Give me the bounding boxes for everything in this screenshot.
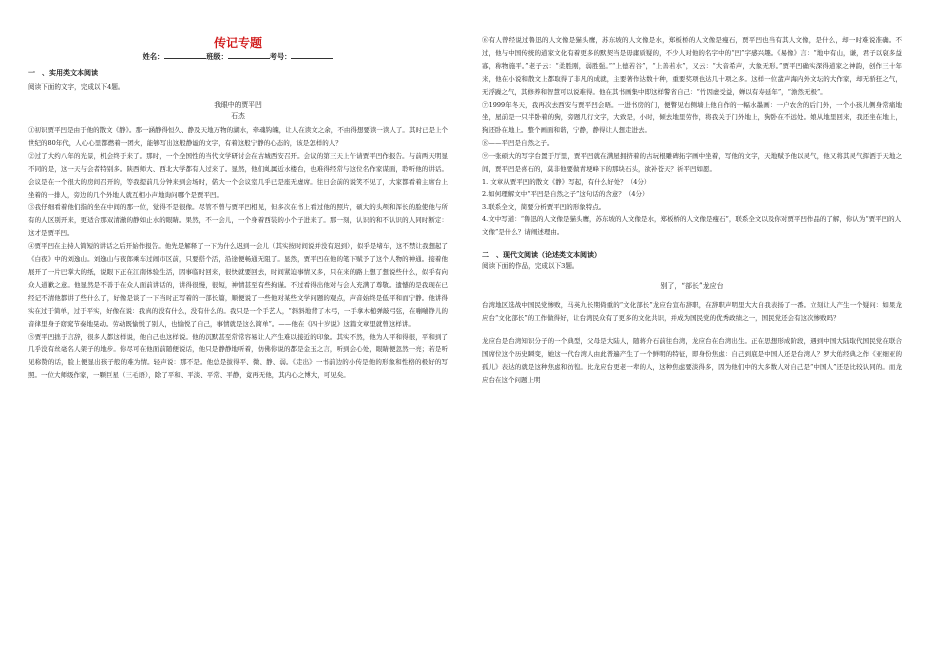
question: 4.文中写道：“鲁迅的人文像是猫头鹰，苏东坡的人文像是水，郑板桥的人文像是瘦石”，联系全文以及你对贾平凹作品的了解，你认为“贾平凹的人文像”是什么？请阐述理由。	[482, 215, 902, 236]
paragraph: 龙应台是台湾知识分子的一个典型，父母是大陆人，随蒋介石前往台湾，龙应台在台湾出生。正在思想形成阶段，遇到中国大陆取代国民党在联合国席位这个历史瞬变，她这一代台湾人由此普遍产生了一个鲜明的特征，即身份焦虑：自己到底是中国人还是台湾人？罗大佑经典之作《亚细亚的孤儿》表达的就是这种焦虑和彷徨。比龙应台更老一辈的人，这种焦虑要淡得多，因为他们中的大多数人对自己是“中国人”还是比较认同的。而龙应台在这个问题上明	[482, 337, 902, 384]
paragraph: ④贾平凹在主持人简短的讲话之后开始作报告。他先是解释了一下为什么迟到一会儿（其实按时间说并没有迟到），似乎是堵车，这不禁让我想起了《白夜》中的刘逸山。刘逸山与夜郎乘车过闹市区前，只要搭个活，沿途便畅通无阻了。显然，贾平凹在他的笔下赋予了这个人物的神通。接着他展开了一片巴掌大的纸，说眼下正在江南体验生活，因事临时回来，很快就要回去，时间紧迫事情又多，只在来的路上想了想说些什么，似乎有向众人道歉之意。他显然是不善于在众人面前讲话的，讲得很慢，很短，神情甚至有些拘谨。不过看得出他对与会人充满了尊敬。遗憾的是我现在已经记不清他都讲了些什么了，好像是谈了一下当时正写着的一部长篇，顺便说了一些他对某些文学问题的观点，声音始终是低平和而宁静。他讲得实在过于简单，过于平实，好像在说：我真的没有什么，没有什么的。我只是一个手艺人，“斜斜地背了木弓，一手拿木槌弹敲弓弦，在嘣嘣铮儿的音律里身子窈窕节奏地晃动。劳动既愉悦了别人，也愉悦了自己，事情就是这么简单”。——他在《四十岁说》这篇文章里就曾这样讲。	[28, 242, 448, 328]
paragraph: ⑤贾平凹拙于言辞，很多人都这样说，他自己也这样说。他的沉默甚至常常容易让人产生难以接近的印象。其实不然，他为人平和得很，平和到了几乎没有丝毫名人架子的地步。你尽可在他面前随便说话，他只是静静地听着，仿佛你说的都是金玉之言，听到会心处，眼睛便忽然一亮；若是听见称赞的话，脸上便显出孩子般的难为情。轻声说：那不是。他总是拔得平、微、静、弱。《走出》一书前边的小传是他的形象和性格的极好的写照。一位大师级作家，一颗巨星（三毛语），除了平和、平淡、平常、平静，竟再无他，其内心之博大，可见矣。	[28, 332, 448, 380]
article2-title: 别了，“部长”龙应台	[660, 282, 724, 290]
section1-instruction: 阅读下面的文字，完成以下4题。	[28, 83, 125, 91]
class-label: 班级：	[206, 52, 228, 61]
article1-title: 我眼中的贾平凹	[214, 101, 262, 109]
paragraph: ⑦1999年冬天，我再次去西安与贾平凹会晤。一进书房的门，便瞥见右侧墙上他自作的一幅水墨画：一户农舍的后门外，一个小孩儿侧身常痛地坐，屋前是一只半卧着的狗，旁题几行文字，大致是，小时，倾去地里劳作，将我关于门外地上，狗卧在不远处。娘从地里回来，我还坐在地上，狗还卧在地上。整个画面和谐，宁静，静得让人想走进去。	[482, 100, 902, 135]
page-title: 传记专题	[213, 36, 262, 50]
right-column	[482, 0, 902, 387]
name-label: 姓名：	[142, 52, 165, 61]
article1-author: 石杰	[231, 112, 245, 120]
question: 2.如何理解文中“平凹是自然之子”这句话的含意？（4分）	[482, 190, 649, 199]
section2-heading: 二 、现代文阅读（论述类文本阅读）	[482, 251, 601, 259]
section1-heading: 一 、实用类文本阅读	[28, 69, 98, 77]
paragraph: ⑧——平凹是自然之子。	[482, 139, 554, 148]
paragraph: ⑨一张硕大的写字台置于厅里，贾平凹就在满屋拥挤着的古玩根雕碑拓字画中坐着，写他的文字，天地赋予他以灵气，他又将其灵气挥洒于天地之间，贾平凹是喜石的，莫非他要做青埂峰下的那块石头，欲补苍天？祈平凹如愿。	[482, 152, 902, 174]
exam-blank[interactable]	[291, 51, 333, 59]
exam-label: 考号：	[269, 52, 292, 61]
name-blank[interactable]	[164, 51, 206, 59]
paragraph: 台湾地区选战中国民党惨败，马英九长期倚重的“文化部长”龙应台宣布辞职，在辞职声明里大大自我表扬了一番。立刻让人产生一个疑问：如果龙应台“文化部长”的工作做得好，让台湾民众有了更多的文化共识，并成为国民党的优秀政绩之一，国民党还会有这次惨败吗？	[482, 301, 902, 322]
paragraph: ①初识贾平凹是由于他的散文《静》。那一涵静得恒久、静及天地万物的湖水，牵魂钩魄，让人在读文之余，不由得想要读一读人了。其时已是上个世纪的80年代，人心心里都燃着一团火，能够写出这般静谧的文字，有着这般宁静的心态的，该是怎样的人？	[28, 126, 448, 147]
paragraph: ③我仔细看着他们指的坐在中间的那一位，觉得不是很像。尽管不曾与贾平凹相见，但多次在书上看过他的照片，硕大的头颅和浑长的脸使他与所有的人区别开来，更适合那双清澈的静如止水的眼睛。果然，不一会儿，一个身着西装的小个子进来了。那一刻，认识的和不认识的人同时断定：这才是贾平凹。	[28, 203, 448, 238]
section2-instruction: 阅读下面的作品，完成以下3题。	[482, 262, 579, 270]
paragraph: ⑥有人曾经说过鲁迅的人文像是猫头鹰，苏东坡的人文像是水，郑板桥的人文像是瘦石，贾平凹也当有其人文像，是什么，却一时难说准确。不过，他与中国传统的道家文化有着更多的默契当是毋庸质疑的，不少人对他的名字中的“凹”字感兴趣。《易像》言：“地中有山，谦，君子以裒多益寡，称物施平。”老子云：“柔胜刚，弱胜强。”“上德若谷”，“上善若水”，又云：“大音希声，大象无形。”贾平凹确实深得道家之神韵，创作三十年来，他在小说和散文上都取得了非凡的成就，主要著作达数十种，重要奖项也达几十项之多。这样一位蜚声海内外文坛的大作家，却无骄狂之气，无浮躁之气，其修养和智慧可以说难得。他在其书画集中即这样警省自己：“竹因虚受益，蝉以有寿延年”，“澹然无极”。	[482, 36, 902, 96]
student-info-line	[28, 51, 448, 62]
class-blank[interactable]	[228, 51, 270, 59]
left-column	[28, 0, 448, 382]
question: 1. 文章从贾平凹的散文《静》写起，有什么好处？（4分）	[482, 177, 651, 186]
paragraph: ②过了大约八年的光景，机会终于来了。那时，一个全国性的当代文学研讨会在古城西安召开。会议的第三天上午请贾平凹作报告。与前两天明显不同的是，这一天与会者特别多。陕西师大、西北大学都有人过来了。显然，他们虬属近水楼台，也难得经常与这位名作家谋面，聆听他的讲话。会议是在一个很大的房间召开的，等我提前几分钟来到会场时，偌大一个会议室几乎已是座无虚席。往日会前的说笑不见了，大家都看着主席台上坐着的一排人，旁边的几个外地人就互相小声地询问哪个是贾平凹。	[28, 151, 448, 199]
question: 3.联系全文，简要分析贾平凹的形象特点。	[482, 202, 606, 211]
